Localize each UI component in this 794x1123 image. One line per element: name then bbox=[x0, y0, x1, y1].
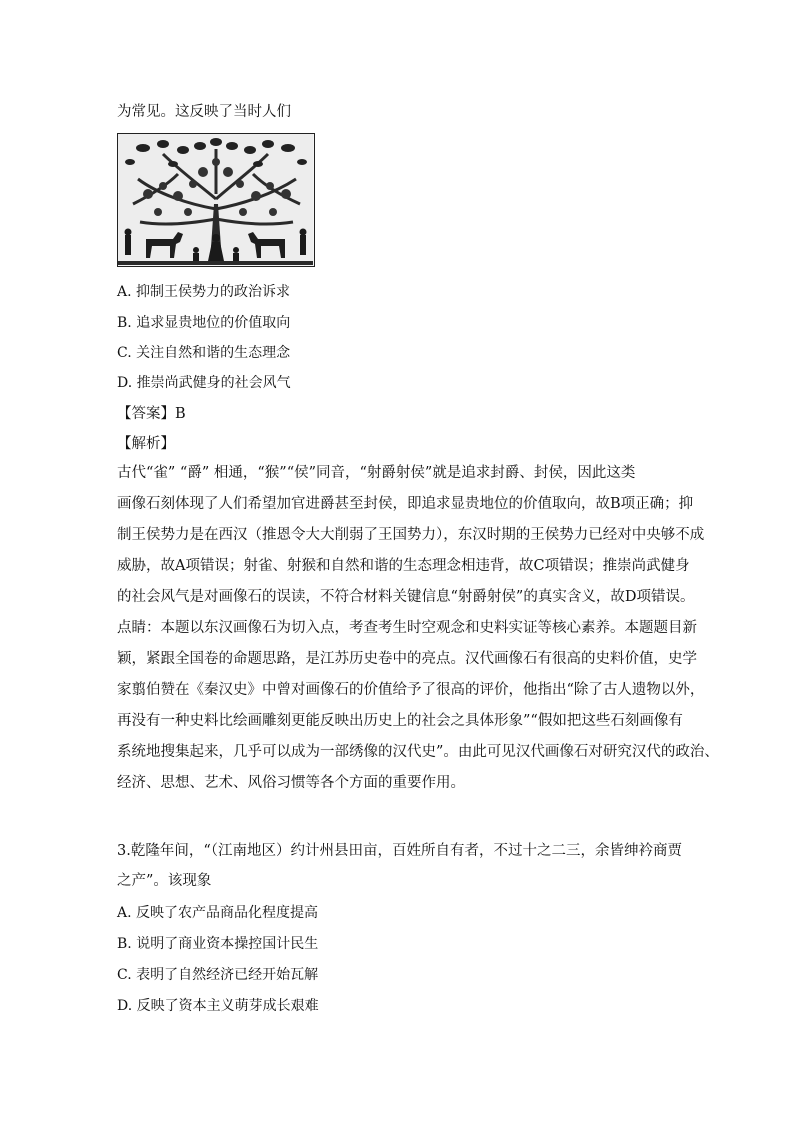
analysis-line: 制王侯势力是在西汉（推恩令大大削弱了王国势力），东汉时期的王侯势力已经对中央够不成 bbox=[117, 527, 705, 543]
analysis-line: 画像石刻体现了人们希望加官进爵甚至封侯，即追求显贵地位的价值取向，故B项正确；抑 bbox=[117, 496, 694, 512]
q2-option-d: D. 推崇尚武健身的社会风气 bbox=[117, 375, 291, 391]
answer-label: 【答案】B bbox=[117, 406, 186, 422]
analysis-line: 系统地搜集起来，几乎可以成为一部绣像的汉代史”。由此可见汉代画像石对研究汉代的政治、 bbox=[117, 744, 719, 760]
q3-option-c: C. 表明了自然经济已经开始瓦解 bbox=[117, 967, 319, 983]
q3-option-a: A. 反映了农产品商品化程度提高 bbox=[117, 905, 319, 921]
analysis-line: 颖，紧跟全国卷的命题思路，是江苏历史卷中的亮点。汉代画像石有很高的史料价值，史学 bbox=[117, 651, 697, 667]
q2-option-c: C. 关注自然和谐的生态理念 bbox=[117, 345, 291, 361]
analysis-line: 的社会风气是对画像石的误读，不符合材料关键信息“射爵射侯”的真实含义，故D项错误。 bbox=[117, 589, 695, 605]
analysis-label: 【解析】 bbox=[117, 436, 175, 452]
analysis-line: 威胁，故A项错误；射雀、射猴和自然和谐的生态理念相违背，故C项错误；推崇尚武健身 bbox=[117, 558, 690, 574]
q2-option-b: B. 追求显贵地位的价值取向 bbox=[117, 315, 291, 331]
tree-relief-picture bbox=[118, 134, 313, 265]
q3-stem-line: 3.乾隆年间，“（江南地区）约计州县田亩，百姓所自有者，不过十之二三，余皆绅衿商贾 bbox=[117, 843, 682, 859]
analysis-line: 家翦伯赞在《秦汉史》中曾对画像石的价值给予了很高的评价，他指出“除了古人遗物以外， bbox=[117, 682, 705, 698]
q3-option-b: B. 说明了商业资本操控国计民生 bbox=[117, 936, 319, 952]
analysis-line: 古代“雀” “爵” 相通，“猴”“侯”同音，“射爵射侯”就是追求封爵、封侯，因此这类 bbox=[117, 465, 636, 481]
analysis-line: 点睛：本题以东汉画像石为切入点，考查考生时空观念和史料实证等核心素养。本题题目新 bbox=[117, 620, 697, 636]
analysis-line: 再没有一种史料比绘画雕刻更能反映出历史上的社会之具体形象”“假如把这些石刻画像有 bbox=[117, 713, 683, 729]
q2-option-a: A. 抑制王侯势力的政治诉求 bbox=[117, 284, 291, 300]
q3-stem-line: 之产”。该现象 bbox=[117, 873, 212, 889]
question-stem-tail: 为常见。这反映了当时人们 bbox=[117, 104, 291, 120]
analysis-line: 经济、思想、艺术、风俗习惯等各个方面的重要作用。 bbox=[117, 775, 465, 791]
q3-option-d: D. 反映了资本主义萌芽成长艰难 bbox=[117, 998, 319, 1014]
stone-relief-image bbox=[117, 133, 315, 267]
